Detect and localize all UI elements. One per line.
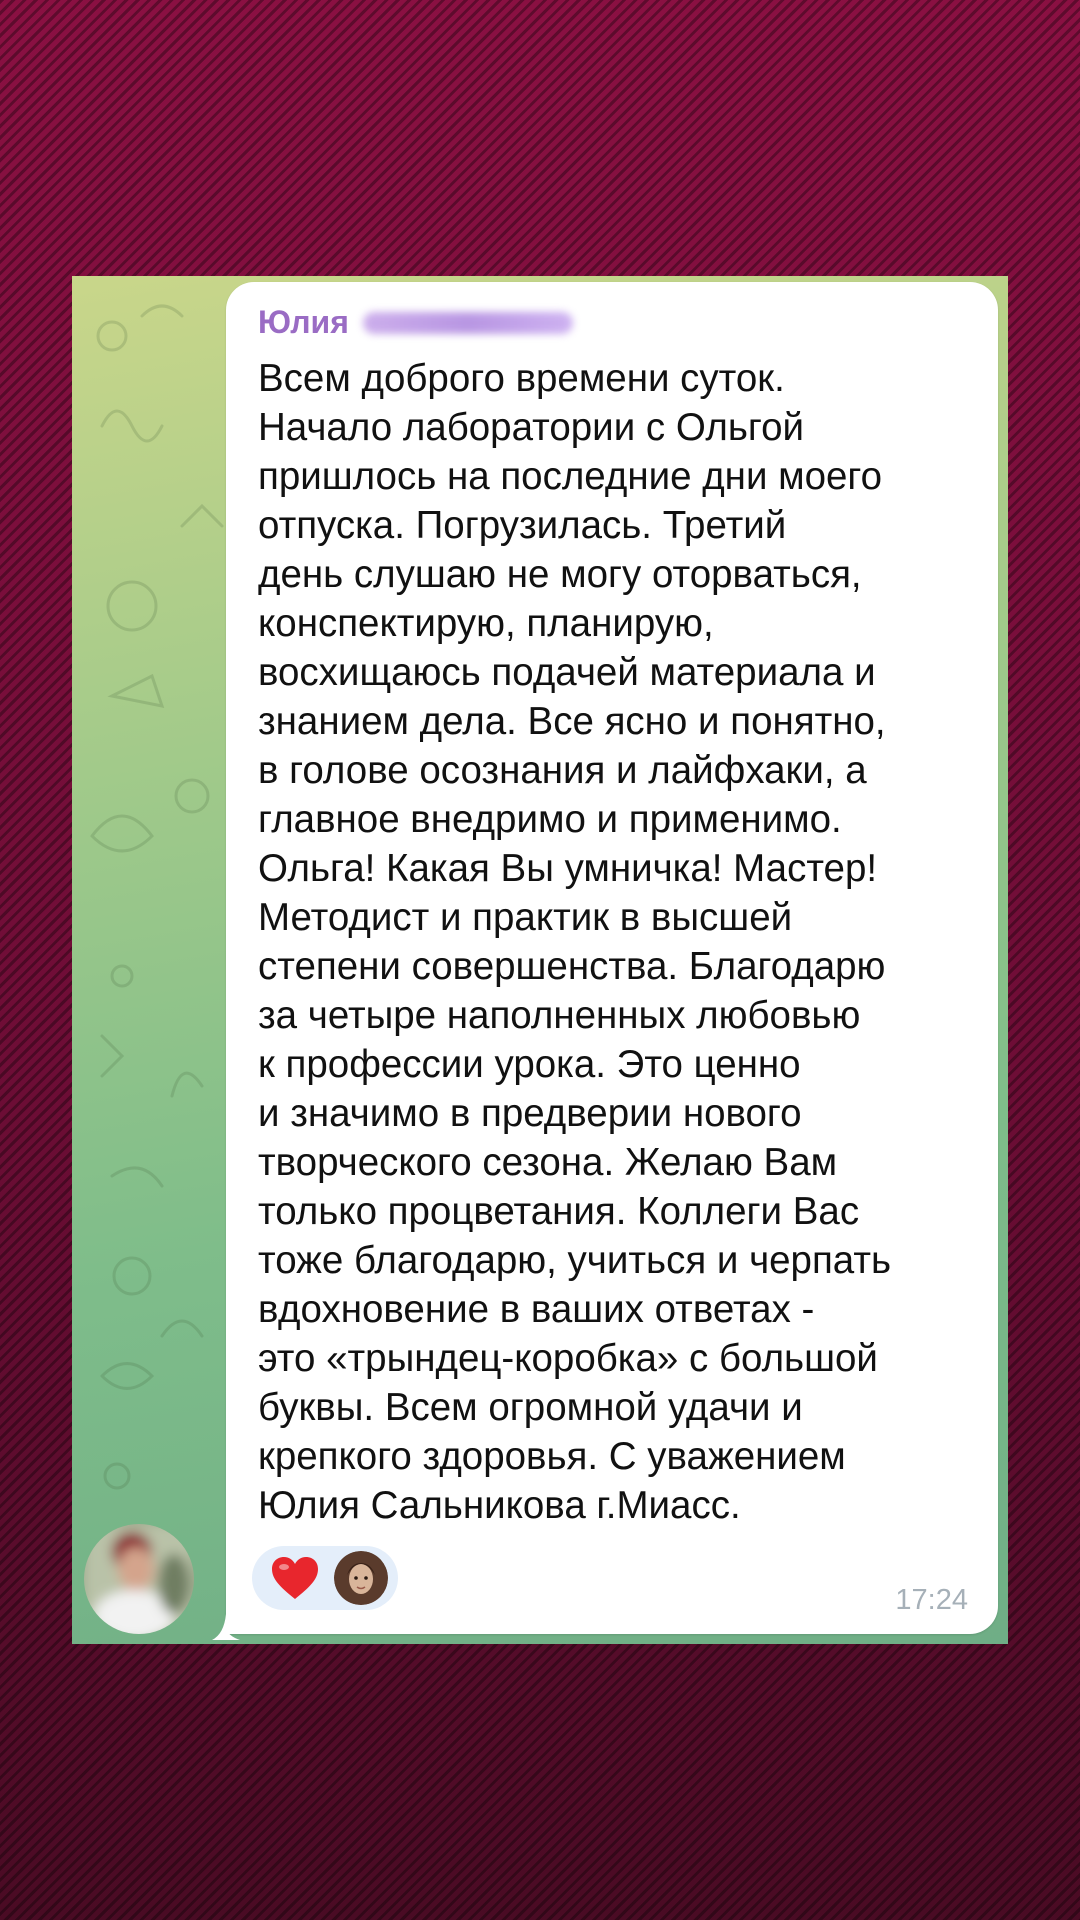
- sender-name[interactable]: Юлия: [258, 304, 349, 340]
- bubble-tail: [210, 1614, 240, 1640]
- chat-screenshot: [72, 276, 1008, 1644]
- sender-surname-redacted: [363, 312, 573, 334]
- message-bubble[interactable]: [226, 282, 998, 1634]
- message-time: 17:24: [895, 1584, 968, 1616]
- reactor-avatar: [334, 1551, 388, 1605]
- message-sender[interactable]: [258, 304, 573, 341]
- message-reactions[interactable]: [252, 1546, 398, 1610]
- message-text: Всем доброго времени суток. Начало лаборатории с Ольгой пришлось на последние дни моего отпуска. Погрузилась. Третий день слушаю не могу оторваться, конспектирую, планирую, восхищаюсь подачей материала и знанием дела. Все ясно и понятно, в голове осознания и лайфхаки, а главное внедримо и применимо. Ольга! Какая Вы умничка! Мастер! Методист и практик в высшей степени совершенства. Благодарю за четыре наполненных любовью к профессии урока. Это ценно и значимо в предверии нового творческого сезона. Желаю Вам только процветания. Коллеги Вас тоже благодарю, учиться и черпать вдохновение в ваших ответах - это «трындец-коробка» с большой буквы. Всем огромной удачи и крепкого здоровья. С уважением Юлия Сальникова г.Миасс.: [258, 357, 892, 1527]
- sender-avatar[interactable]: [84, 1524, 194, 1634]
- heart-icon: [270, 1555, 320, 1601]
